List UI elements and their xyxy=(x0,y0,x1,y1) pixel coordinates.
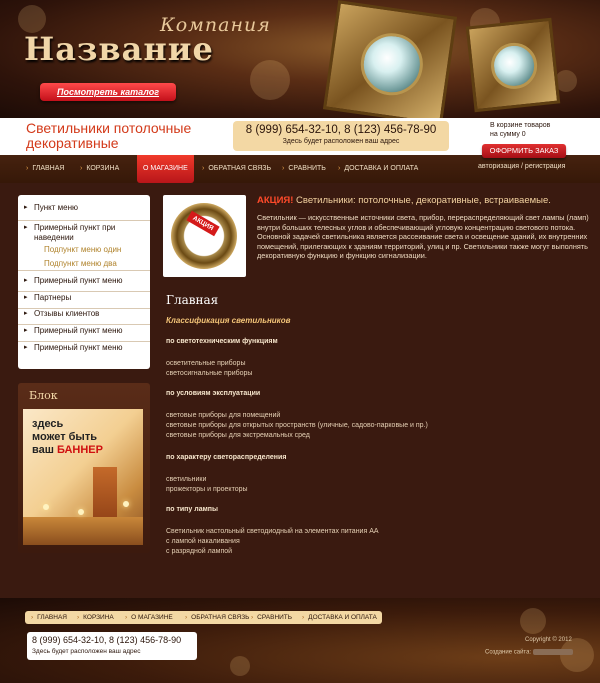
site-credit-link[interactable] xyxy=(533,649,573,655)
promo-description: Светильник — искусственные источники света, прибор, перераспределяющий свет лампы (ламп) внутри больших телесных углов и обеспечивающий угловую концентрацию светового потока. Основной задачей светильника является рассеивание света и освещение зданий, их внутренних помещений, прилегающих к зданиям территорий, улиц и пр. Светильники также могут выполнять декоративную функцию и функцию сигнализации. xyxy=(257,213,589,261)
list-item: световые приборы для экстремальных сред xyxy=(166,432,310,439)
contact-phone-box xyxy=(233,121,449,151)
nav-delivery-payment[interactable]: › ДОСТАВКА И ОПЛАТА xyxy=(338,155,418,183)
banner-floor xyxy=(23,517,143,545)
logo-company-label: Компания xyxy=(160,14,271,36)
footer-address: Здесь будет расположен ваш адрес xyxy=(32,648,141,655)
bokeh-light xyxy=(520,608,546,634)
list-item: осветительные приборы xyxy=(166,360,246,367)
footer-nav-feedback[interactable]: › ОБРАТНАЯ СВЯЗЬ xyxy=(185,611,249,624)
group-title: по типу лампы xyxy=(166,506,218,513)
list-item: Светильник настольный светодиодный на элементах питания АА xyxy=(166,528,379,535)
auth-register-link[interactable]: авторизация / регистрация xyxy=(478,163,566,170)
footer-contact-box xyxy=(27,632,197,660)
banner-light xyxy=(43,504,49,510)
sidebar-menu xyxy=(18,195,150,369)
site-credit-label: Создание сайта: xyxy=(485,649,532,656)
list-item: светосигнальные приборы xyxy=(166,370,253,377)
list-item: с разрядной лампой xyxy=(166,548,233,555)
footer-nav-delivery[interactable]: › ДОСТАВКА И ОПЛАТА xyxy=(302,611,377,624)
promo-ribbon: АКЦИЯ xyxy=(186,211,219,237)
nav-feedback[interactable]: › ОБРАТНАЯ СВЯЗЬ xyxy=(202,155,271,183)
block-title: Блок xyxy=(29,389,58,402)
sidebar-item-hover[interactable]: ▸ Примерный пункт при наведении xyxy=(18,223,150,257)
nav-home[interactable]: › ГЛАВНАЯ xyxy=(26,155,64,183)
site-slogan: Светильники потолочные декоративные xyxy=(26,120,192,151)
sidebar-item-5[interactable]: ▸ Примерный пункт меню xyxy=(18,326,150,342)
banner-light xyxy=(123,501,129,507)
list-item: световые приборы для помещений xyxy=(166,412,281,419)
group-title: по условиям эксплуатации xyxy=(166,390,261,397)
phone-numbers: 8 (999) 654-32-10, 8 (123) 456-78-90 xyxy=(245,124,437,136)
list-item: световые приборы для открытых пространств (уличные, садово-парковые и пр.) xyxy=(166,422,428,429)
view-catalog-button[interactable]: Посмотреть каталог xyxy=(40,83,176,101)
cart-total-label: на сумму 0 xyxy=(490,131,526,138)
sidebar-subitem-1[interactable]: Подпункт меню один xyxy=(44,245,122,254)
site-credit xyxy=(485,649,573,656)
list-item: прожекторы и проекторы xyxy=(166,486,248,493)
address-text: Здесь будет расположен ваш адрес xyxy=(282,138,400,145)
bokeh-light xyxy=(250,60,290,100)
lamp-ring-icon xyxy=(171,203,237,269)
banner-light xyxy=(78,509,84,515)
header-banner xyxy=(0,0,600,118)
sidebar-item-1[interactable]: ▸ Пункт меню xyxy=(18,203,150,221)
footer xyxy=(0,598,600,683)
logo-brand-name[interactable]: Название xyxy=(24,30,214,68)
classification-heading: Классификация светильников xyxy=(166,316,291,325)
footer-nav xyxy=(25,611,382,624)
list-item: с лампой накаливания xyxy=(166,538,240,545)
page-title: Главная xyxy=(166,293,219,307)
lamp-image-small xyxy=(466,18,561,113)
bokeh-light xyxy=(18,5,46,33)
list-item: светильники xyxy=(166,476,207,483)
footer-nav-about[interactable]: › О МАГАЗИНЕ xyxy=(125,611,173,624)
promo-label: АКЦИЯ! xyxy=(257,195,294,206)
group-title: по светотехническим функциям xyxy=(166,338,278,345)
bokeh-light xyxy=(230,656,250,676)
ad-banner[interactable] xyxy=(23,409,143,545)
footer-nav-compare[interactable]: › СРАВНИТЬ xyxy=(251,611,292,624)
sidebar-item-6[interactable]: ▸ Примерный пункт меню xyxy=(18,343,150,359)
sidebar-item-reviews[interactable]: ▸ Отзывы клиентов xyxy=(18,309,150,325)
promo-product-image[interactable] xyxy=(163,195,246,277)
cart-summary[interactable] xyxy=(490,121,590,139)
nav-cart[interactable]: › КОРЗИНА xyxy=(80,155,119,183)
sidebar-block xyxy=(18,383,150,553)
banner-text: здесь может быть ваш БАННЕР xyxy=(32,418,103,456)
nav-compare[interactable]: › СРАВНИТЬ xyxy=(282,155,326,183)
footer-nav-cart[interactable]: › КОРЗИНА xyxy=(77,611,114,624)
sidebar-item-3[interactable]: ▸ Примерный пункт меню xyxy=(18,276,150,292)
promo-title-text: Светильники: потолочные, декоративные, встраиваемые. xyxy=(293,195,551,206)
copyright-text: Copyright © 2012 xyxy=(525,637,572,643)
cart-items-label: В корзине товаров xyxy=(490,122,551,129)
group-title: по характеру светораспределения xyxy=(166,454,287,461)
sidebar-item-partners[interactable]: ▸ Партнеры xyxy=(18,293,150,309)
footer-nav-home[interactable]: › ГЛАВНАЯ xyxy=(31,611,67,624)
sidebar-subitem-2[interactable]: Подпункт меню два xyxy=(18,259,150,271)
lamp-image-large xyxy=(323,0,457,118)
footer-phone-numbers: 8 (999) 654-32-10, 8 (123) 456-78-90 xyxy=(32,635,182,645)
promo-heading xyxy=(257,195,597,206)
nav-about-store[interactable]: О МАГАЗИНЕ xyxy=(137,155,194,183)
place-order-button[interactable]: ОФОРМИТЬ ЗАКАЗ xyxy=(482,144,566,158)
